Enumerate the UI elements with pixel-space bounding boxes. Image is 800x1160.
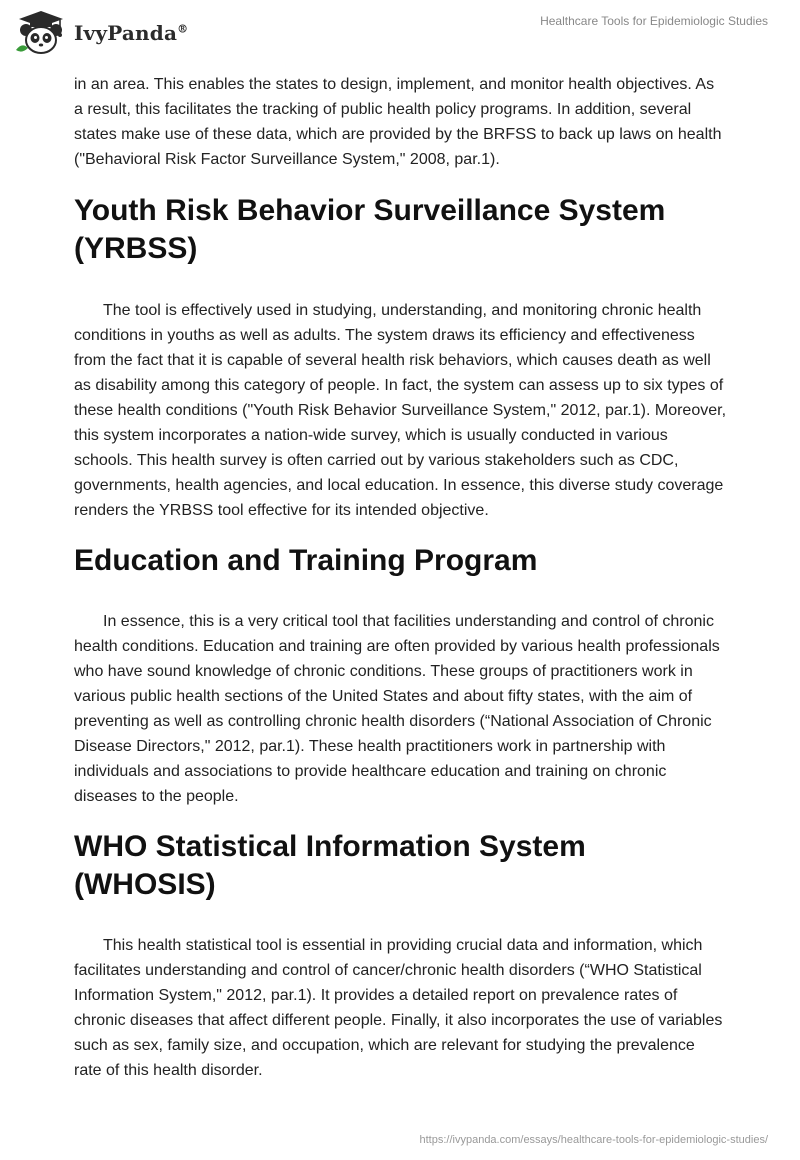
section-paragraph-yrbss: The tool is effectively used in studying, understanding, and monitoring chronic health conditions in youths as well as adults. The system draws its efficiency and effectiveness from the fact that it is capable of several health risk behaviors, which causes death as well as disability among this category of people. In fact, the system can assess up to six types of these health conditions ("Youth Risk Behavior Surveillance System," 2012, par.1). Moreover, this system incorporates a nation-wide survey, which is usually conducted in various schools. This health survey is often carried out by various stakeholders such as CDC, governments, health agencies, and local education. In essence, this diverse study coverage renders the YRBSS tool effective for its intended objective. bbox=[74, 302, 727, 519]
essay-content bbox=[74, 70, 726, 1083]
page-header bbox=[0, 0, 800, 70]
source-url[interactable]: https://ivypanda.com/essays/healthcare-tools-for-epidemiologic-studies/ bbox=[419, 1134, 768, 1146]
ivypanda-logo[interactable] bbox=[14, 8, 188, 58]
section-heading-whosis: WHO Statistical Information System (WHOSIS) bbox=[74, 830, 586, 901]
intro-paragraph: in an area. This enables the states to design, implement, and monitor health objectives. As a result, this facilitates the tracking of public health policy programs. In addition, several states make use of these data, which are provided by the BRFSS to back up laws on health ("Behavioral Risk Factor Surveillance System," 2008, par.1). bbox=[74, 76, 722, 168]
panda-graduate-icon bbox=[14, 10, 68, 56]
section-paragraph-whosis: This health statistical tool is essential in providing crucial data and information, which facilitates understanding and control of cancer/chronic health disorders (“WHO Statistical Information System," 2012, par.1). It provides a detailed report on prevalence rates of chronic diseases that affect different people. Finally, it also incorporates the use of variables such as sex, family size, and occupation, which are relevant for studying the prevalence rate of this health disorder. bbox=[74, 937, 723, 1079]
section-heading-education: Education and Training Program bbox=[74, 544, 538, 577]
section-paragraph-education: In essence, this is a very critical tool that facilities understanding and control of chronic health conditions. Education and training are often provided by various health professionals who have sound knowledge of chronic conditions. These groups of practitioners work in various public health sections of the United States and about fifty states, with the aim of preventing as well as controlling chronic health disorders (“National Association of Chronic Disease Directors," 2012, par.1). These health practitioners work in partnership with individuals and associations to provide healthcare education and training on chronic diseases to the people. bbox=[74, 613, 720, 805]
document-title: Healthcare Tools for Epidemiologic Studies bbox=[540, 14, 768, 28]
brand-name: IvyPanda® bbox=[74, 21, 189, 45]
section-heading-yrbss: Youth Risk Behavior Surveillance System (YRBSS) bbox=[74, 194, 666, 265]
